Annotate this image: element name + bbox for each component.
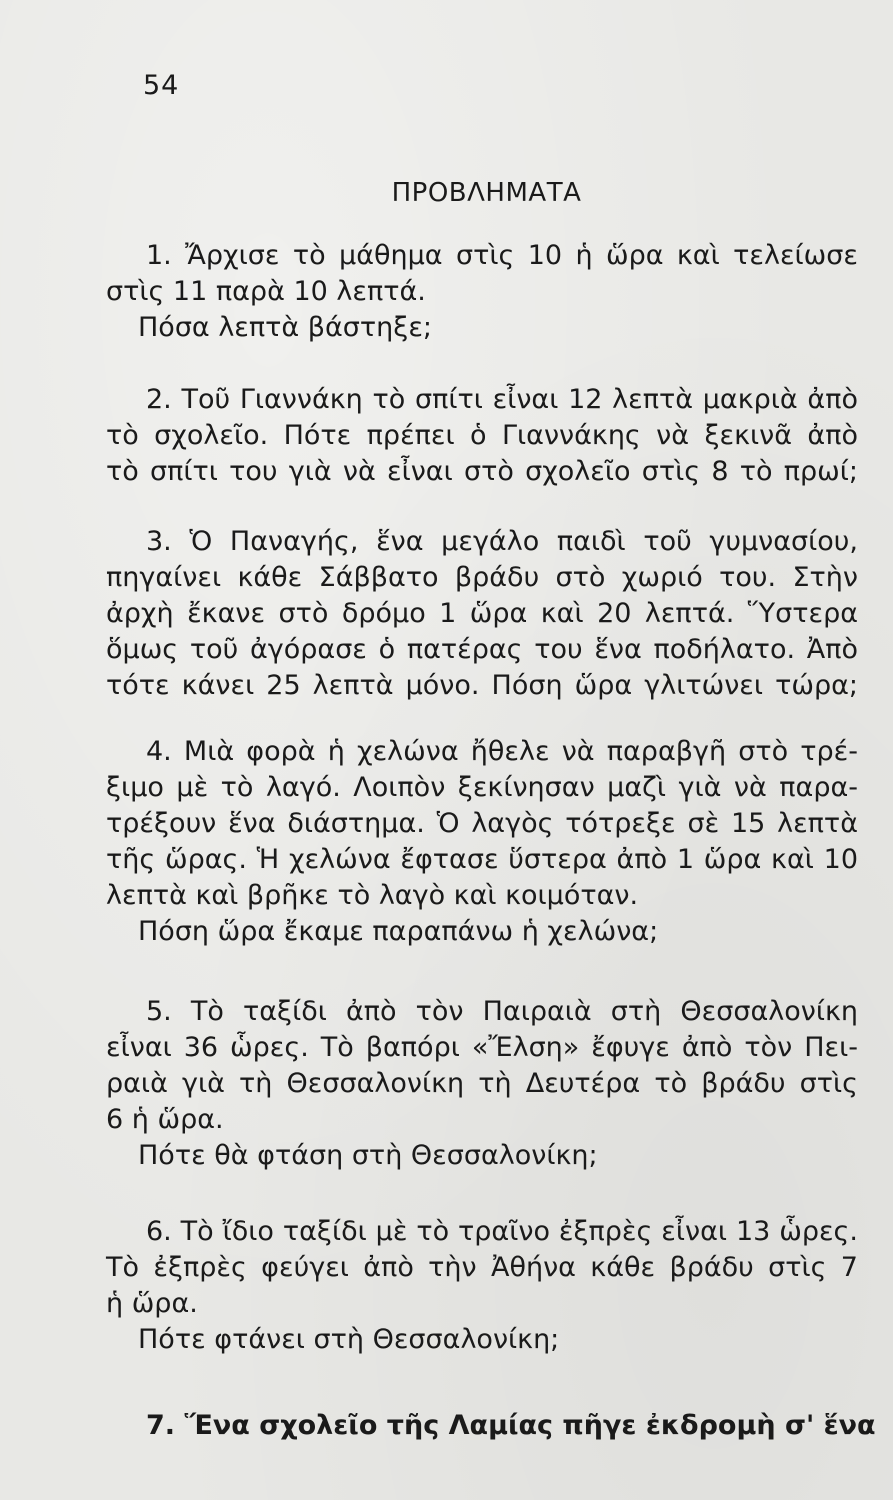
problem-line: εἶναι 36 ὧρες. Τὸ βαπόρι «Ἔλση» ἔφυγε ἀπὸ τὸν Πει- xyxy=(106,1032,858,1063)
problem-line: 5. Τὸ ταξίδι ἀπὸ τὸν Παιραιὰ στὴ Θεσσαλονίκη xyxy=(146,996,858,1027)
problem-line: 6. Τὸ ἴδιο ταξίδι μὲ τὸ τραῖνο ἐξπρὲς εἶναι 13 ὧρες. xyxy=(146,1216,858,1247)
problem-line: 2. Τοῦ Γιαννάκη τὸ σπίτι εἶναι 12 λεπτὰ μακριὰ ἀπὸ xyxy=(146,384,858,415)
problem-7 xyxy=(106,1408,876,1444)
problem-line: 7. Ἕνα σχολεῖο τῆς Λαμίας πῆγε ἐκδρομὴ σ' ἕνα xyxy=(146,1410,876,1441)
problem-question: Πόση ὥρα ἔκαμε παραπάνω ἡ χελώνα; xyxy=(138,916,659,947)
problem-line: στὶς 11 παρὰ 10 λεπτά. xyxy=(106,276,426,307)
problem-line: τότε κάνει 25 λεπτὰ μόνο. Πόση ὥρα γλιτώνει τώρα; xyxy=(106,670,858,701)
problem-line: 6 ἡ ὥρα. xyxy=(106,1104,224,1135)
page-title: ΠΡΟΒΛΗΜΑΤΑ xyxy=(391,178,582,208)
problem-line: τὸ σχολεῖο. Πότε πρέπει ὁ Γιαννάκης νὰ ξεκινᾶ ἀπὸ xyxy=(106,420,858,451)
problem-line: Τὸ ἐξπρὲς φεύγει ἀπὸ τὴν Ἀθήνα κάθε βράδυ στὶς 7 xyxy=(106,1252,858,1283)
problem-list xyxy=(106,238,876,1444)
problem-question: Πότε φτάνει στὴ Θεσσαλονίκη; xyxy=(138,1324,560,1355)
problem-5 xyxy=(106,994,858,1174)
problem-line: ἀρχὴ ἔκανε στὸ δρόμο 1 ὥρα καὶ 20 λεπτά. Ὕστερα xyxy=(106,598,858,629)
problem-line: τὸ σπίτι του γιὰ νὰ εἶναι στὸ σχολεῖο στὶς 8 τὸ πρωί; xyxy=(106,456,858,487)
problem-line: ξιμο μὲ τὸ λαγό. Λοιπὸν ξεκίνησαν μαζὶ γιὰ νὰ παρα- xyxy=(106,772,858,803)
problem-question: Πόσα λεπτὰ βάστηξε; xyxy=(138,312,433,343)
problem-line: ραιὰ γιὰ τὴ Θεσσαλονίκη τὴ Δευτέρα τὸ βράδυ στὶς xyxy=(106,1068,858,1099)
problem-line: ὅμως τοῦ ἀγόρασε ὁ πατέρας του ἕνα ποδήλατο. Ἀπὸ xyxy=(106,634,858,665)
problem-line: πηγαίνει κάθε Σάββατο βράδυ στὸ χωριό του. Στὴν xyxy=(106,562,858,593)
problem-line: τρέξουν ἕνα διάστημα. Ὁ λαγὸς τότρεξε σὲ 15 λεπτὰ xyxy=(106,808,858,839)
problem-6 xyxy=(106,1214,858,1358)
problem-line: τῆς ὥρας. Ἡ χελώνα ἔφτασε ὕστερα ἀπὸ 1 ὥρα καὶ 10 xyxy=(106,844,858,875)
problem-1 xyxy=(106,238,858,346)
problem-4 xyxy=(106,734,858,950)
problem-line: 3. Ὁ Παναγής, ἕνα μεγάλο παιδὶ τοῦ γυμνασίου, xyxy=(146,526,858,557)
problem-line: 1. Ἄρχισε τὸ μάθημα στὶς 10 ἡ ὥρα καὶ τελείωσε xyxy=(146,240,858,271)
problem-question: Πότε θὰ φτάση στὴ Θεσσαλονίκη; xyxy=(138,1140,598,1171)
problem-3 xyxy=(106,524,858,704)
problem-2 xyxy=(106,382,858,490)
problem-line: 4. Μιὰ φορὰ ἡ χελώνα ἤθελε νὰ παραβγῆ στὸ τρέ- xyxy=(146,736,858,767)
problem-line: λεπτὰ καὶ βρῆκε τὸ λαγὸ καὶ κοιμόταν. xyxy=(106,880,639,911)
page-number: 54 xyxy=(143,70,180,101)
problem-line: ἡ ὥρα. xyxy=(106,1288,198,1319)
